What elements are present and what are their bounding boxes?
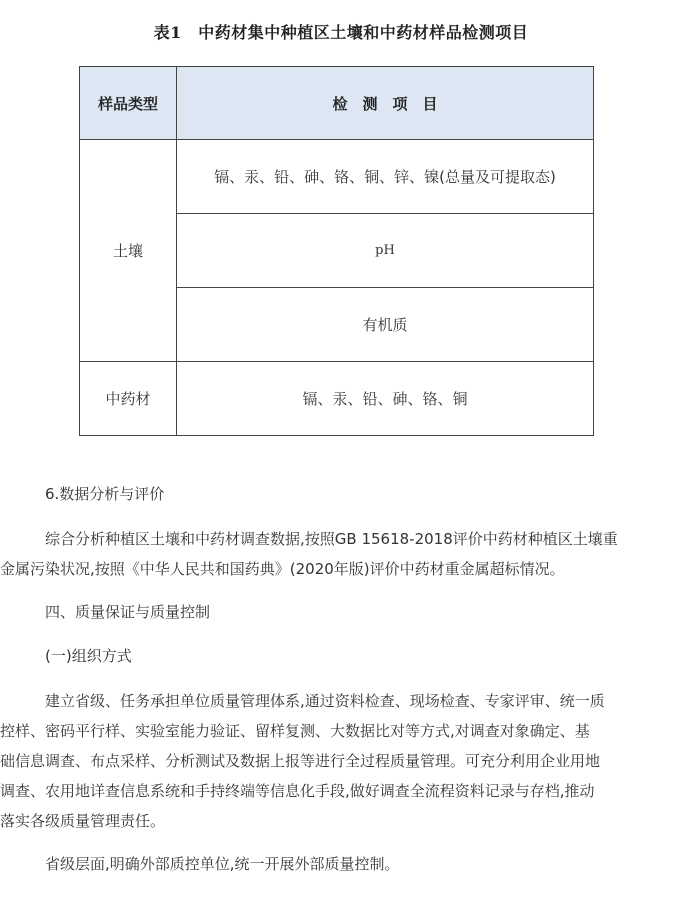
paragraph: 省级层面,明确外部质控单位,统一开展外部质量控制。 [45,855,400,873]
header-sample-type: 样品类型 [80,67,177,140]
header-test-items: 检 测 项 目 [177,67,594,140]
row-label-herb: 中药材 [80,362,177,436]
table-cell: pH [177,214,594,288]
section-heading: 6.数据分析与评价 [45,485,165,503]
paragraph-line: 础信息调查、布点采样、分析测试及数据上报等进行全过程质量管理。可充分利用企业用地 [0,752,601,770]
test-items-table [79,66,594,436]
table-cell: 镉、汞、铅、砷、铬、铜 [177,362,594,436]
table-caption: 表1 中药材集中种植区土壤和中药材样品检测项目 [153,23,529,42]
paragraph [0,524,675,584]
table-cell: 有机质 [177,288,594,362]
paragraph-line: 金属污染状况,按照《中华人民共和国药典》(2020年版)评价中药材重金属超标情况。 [0,560,565,578]
table-row [80,362,594,436]
table-row [80,140,594,214]
table-cell: 镉、汞、铅、砷、铬、铜、锌、镍(总量及可提取态) [177,140,594,214]
paragraph-line: 落实各级质量管理责任。 [0,812,166,830]
row-label-soil: 土壤 [80,140,177,362]
subsection-heading: (一)组织方式 [45,647,132,665]
paragraph-line: 控样、密码平行样、实验室能力验证、留样复测、大数据比对等方式,对调查对象确定、基 [0,722,590,740]
section-heading: 四、质量保证与质量控制 [45,603,211,621]
paragraph [0,686,675,836]
paragraph-line: 建立省级、任务承担单位质量管理体系,通过资料检查、现场检查、专家评审、统一质 [45,692,605,710]
paragraph-line: 调查、农用地详查信息系统和手持终端等信息化手段,做好调查全流程资料记录与存档,推动 [0,782,595,800]
table-header-row [80,67,594,140]
paragraph-line: 综合分析种植区土壤和中药材调查数据,按照GB 15618-2018评价中药材种植区土壤重 [45,530,618,548]
article-body [0,480,675,894]
